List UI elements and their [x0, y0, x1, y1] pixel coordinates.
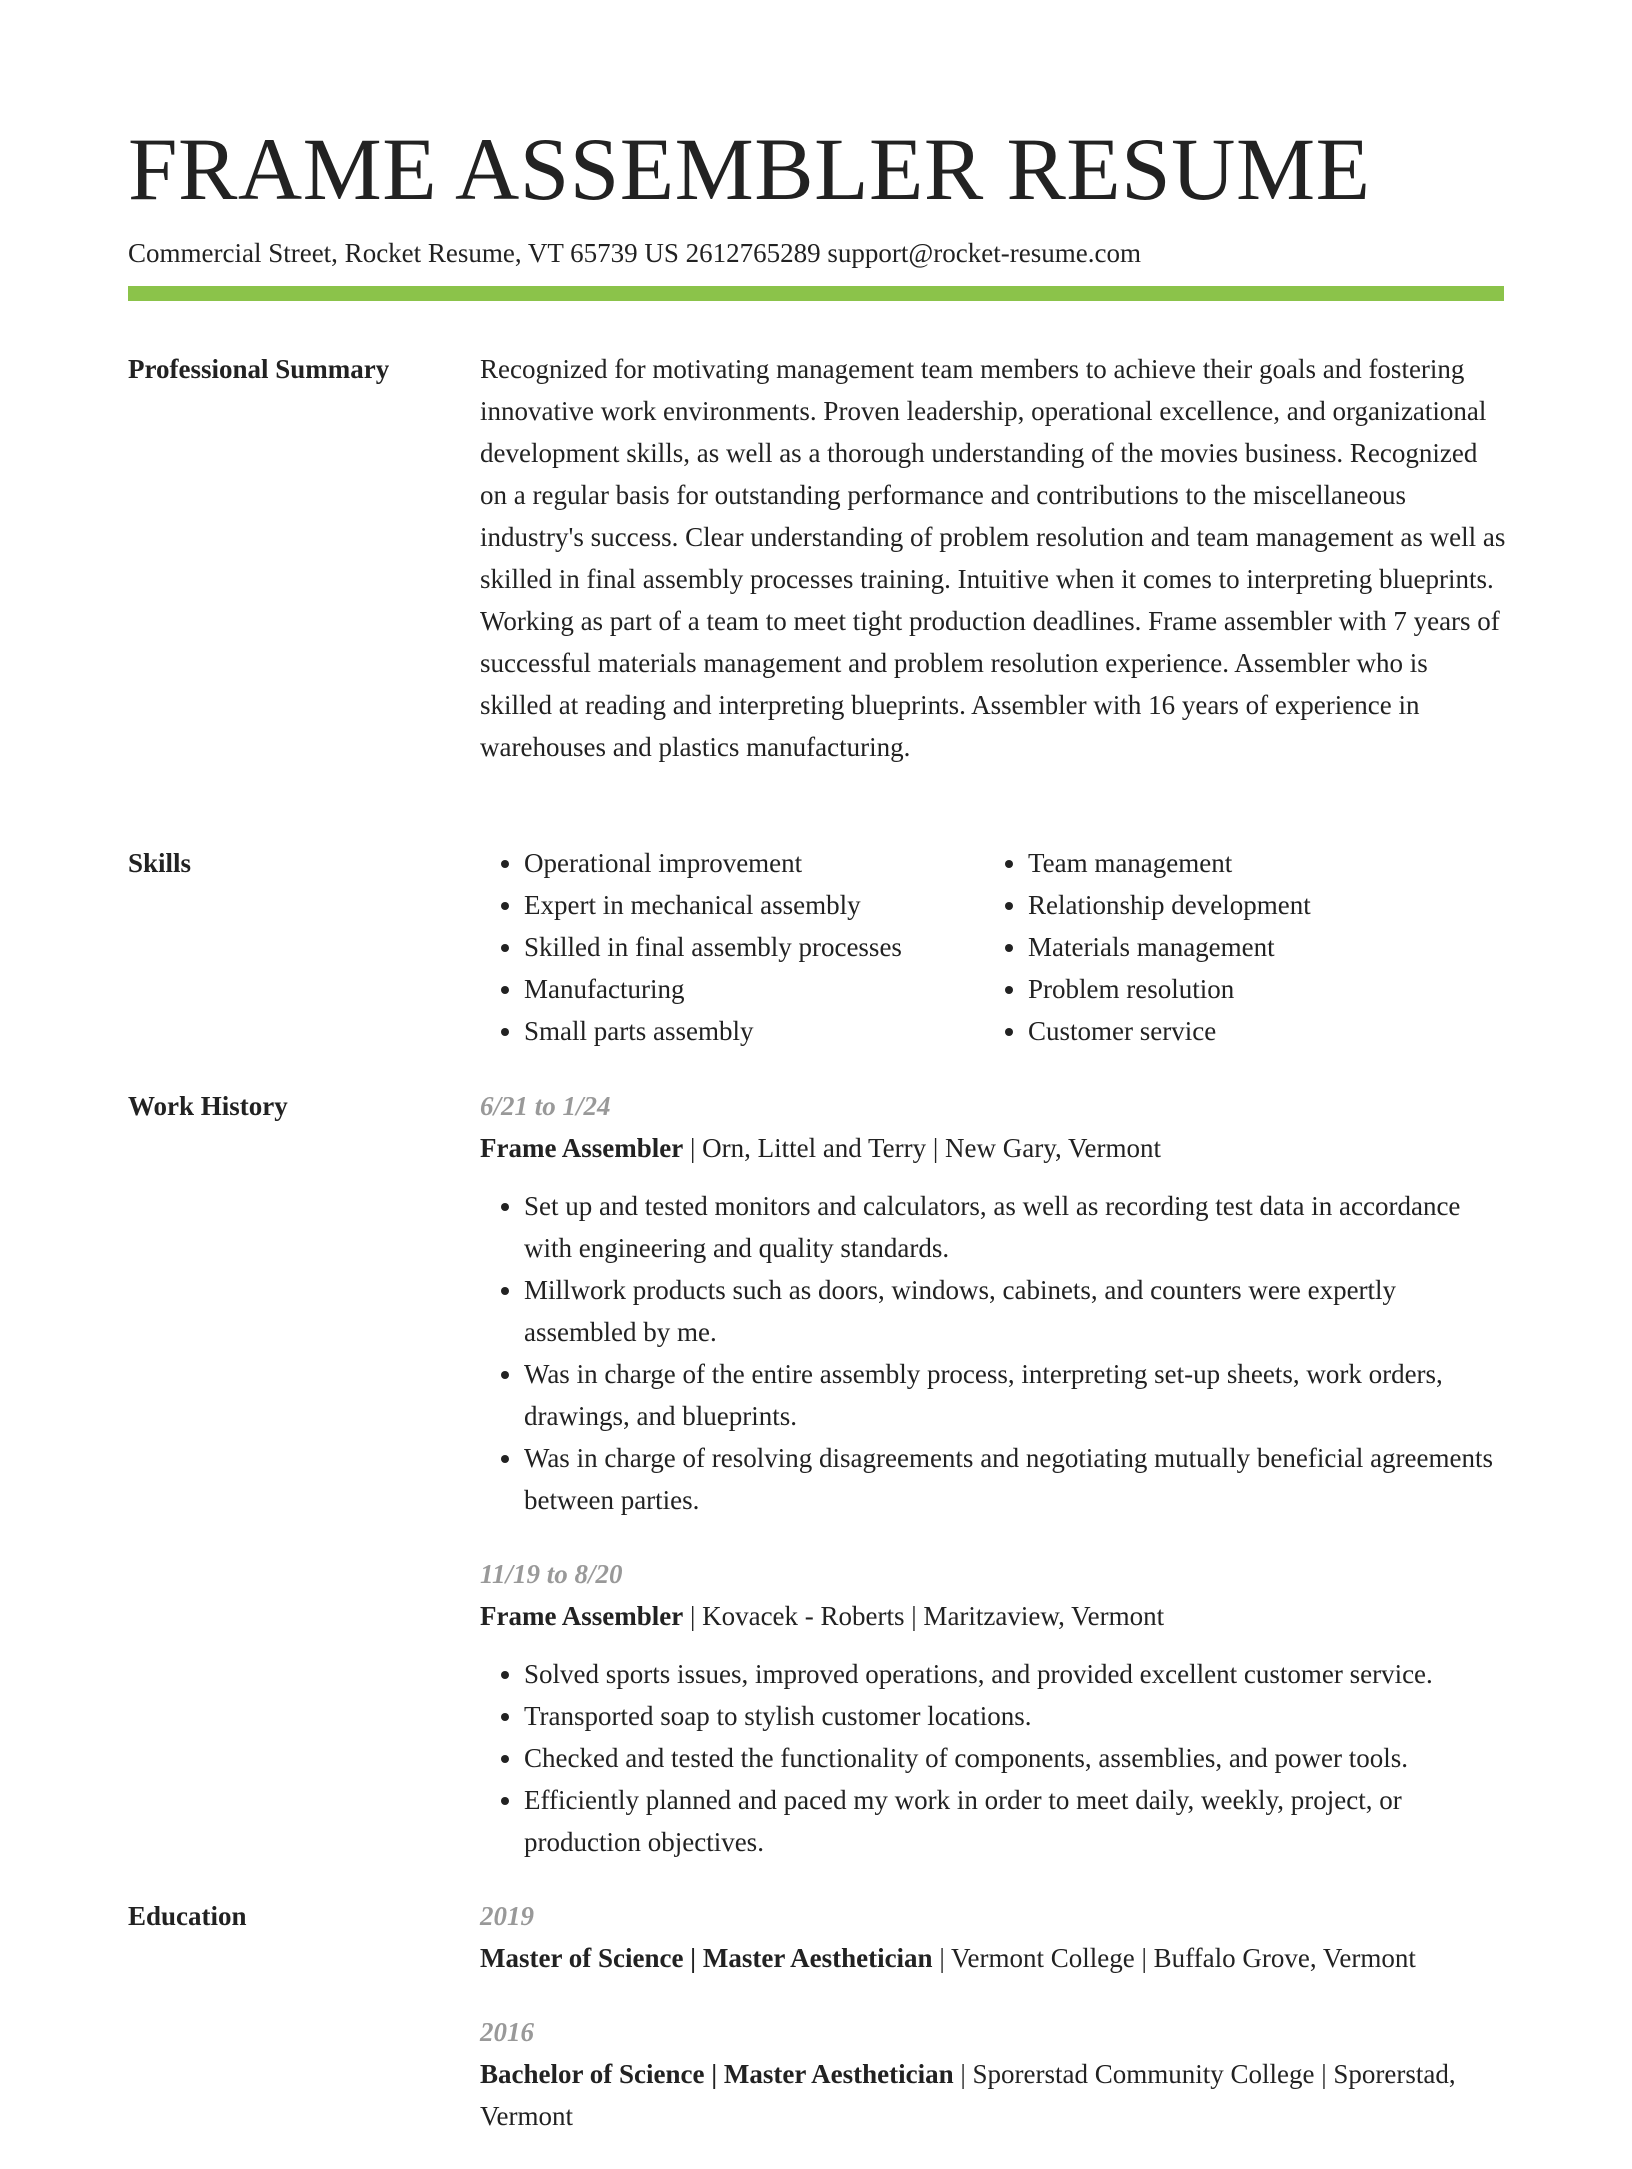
work-history-heading: Work History	[128, 1091, 288, 1121]
skill-item: • Customer service	[1028, 1010, 1488, 1052]
education-line	[480, 2053, 1506, 2137]
job-details: | Orn, Littel and Terry | New Gary, Vermont	[683, 1133, 1161, 1163]
skills-heading: Skills	[128, 848, 192, 878]
contact-line: Commercial Street, Rocket Resume, VT 65739 US 2612765289 support@rocket-resume.com	[128, 238, 1141, 268]
education-details: | Sporerstad Community College | Sporerstad, Vermont	[480, 2059, 1456, 2131]
education-degree: Master of Science | Master Aesthetician	[480, 1943, 933, 1973]
education-entry	[480, 2011, 1506, 2137]
education-heading: Education	[128, 1901, 247, 1931]
skills-column-2	[984, 842, 1488, 1052]
skill-item: • Small parts assembly	[524, 1010, 984, 1052]
summary-body	[480, 348, 1506, 768]
skill-item: • Materials management	[1028, 926, 1488, 968]
job-bullet: • Efficiently planned and paced my work in order to meet daily, weekly, project, or production objectives.	[524, 1779, 1506, 1863]
summary-text: Recognized for motivating management team members to achieve their goals and fostering innovative work environments. Proven leadership, operational excellence, and organizational development skills, as well as a thorough understanding of the movies business. Recognized on a regular basis for outstanding performance and contributions to the miscellaneous industry's success. Clear understanding of problem resolution and team management as well as skilled in final assembly processes training. Intuitive when it comes to interpreting blueprints. Working as part of a team to meet tight production deadlines. Frame assembler with 7 years of successful materials management and problem resolution experience. Assembler who is skilled at reading and interpreting blueprints. Assembler with 16 years of experience in warehouses and plastics manufacturing.	[480, 354, 1506, 762]
education-year: 2019	[480, 1901, 534, 1931]
skill-item: • Manufacturing	[524, 968, 984, 1010]
job-bullets	[480, 1653, 1506, 1863]
job-entry	[480, 1553, 1506, 1863]
job-role: Frame Assembler	[480, 1133, 684, 1163]
job-bullet: • Checked and tested the functionality of components, assemblies, and power tools.	[524, 1737, 1506, 1779]
job-title-line	[480, 1595, 1506, 1637]
summary-heading: Professional Summary	[128, 354, 390, 384]
job-role: Frame Assembler	[480, 1601, 684, 1631]
education-body	[480, 1895, 1506, 2169]
job-dates: 11/19 to 8/20	[480, 1559, 623, 1589]
skills-columns	[480, 842, 1506, 1052]
education-degree: Bachelor of Science | Master Aesthetician	[480, 2059, 954, 2089]
work-history-body	[480, 1085, 1506, 1895]
job-bullet: • Solved sports issues, improved operations, and provided excellent customer service.	[524, 1653, 1506, 1695]
job-bullet: • Was in charge of the entire assembly process, interpreting set-up sheets, work orders, drawings, and blueprints.	[524, 1353, 1506, 1437]
skill-item: • Team management	[1028, 842, 1488, 884]
job-title-line	[480, 1127, 1506, 1169]
job-bullet: • Was in charge of resolving disagreements and negotiating mutually beneficial agreements between parties.	[524, 1437, 1506, 1521]
skill-item: • Expert in mechanical assembly	[524, 884, 984, 926]
skills-list-1	[480, 842, 984, 1052]
resume-header	[128, 118, 1504, 270]
skills-list-2	[984, 842, 1488, 1052]
skill-item: • Operational improvement	[524, 842, 984, 884]
education-entry	[480, 1895, 1506, 1979]
skill-item: • Problem resolution	[1028, 968, 1488, 1010]
skills-column-1	[480, 842, 984, 1052]
accent-divider	[128, 286, 1504, 301]
skill-item: • Skilled in final assembly processes	[524, 926, 984, 968]
job-bullet: • Transported soap to stylish customer locations.	[524, 1695, 1506, 1737]
job-details: | Kovacek - Roberts | Maritzaview, Vermont	[683, 1601, 1165, 1631]
job-bullet: • Set up and tested monitors and calculators, as well as recording test data in accordance with engineering and quality standards.	[524, 1185, 1506, 1269]
education-year: 2016	[480, 2017, 534, 2047]
job-dates: 6/21 to 1/24	[480, 1091, 611, 1121]
education-line	[480, 1937, 1506, 1979]
skill-item: • Relationship development	[1028, 884, 1488, 926]
job-entry	[480, 1085, 1506, 1521]
resume-title: FRAME ASSEMBLER RESUME	[128, 121, 1371, 219]
job-bullets	[480, 1185, 1506, 1521]
education-details: | Vermont College | Buffalo Grove, Vermont	[932, 1943, 1416, 1973]
skills-body	[480, 842, 1506, 1052]
job-bullet: • Millwork products such as doors, windows, cabinets, and counters were expertly assembled by me.	[524, 1269, 1506, 1353]
